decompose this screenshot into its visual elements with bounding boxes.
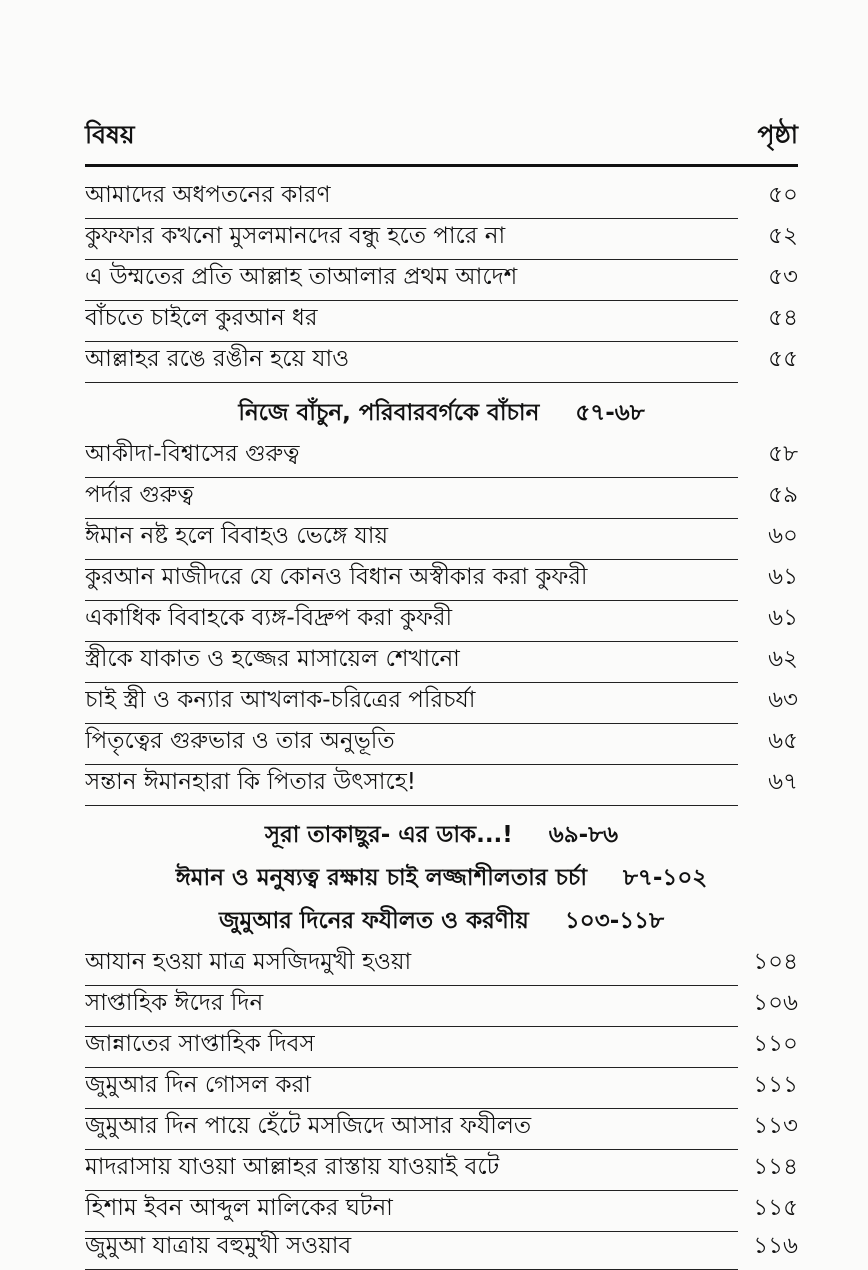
toc-entry bbox=[85, 218, 798, 258]
section-heading bbox=[85, 393, 798, 433]
toc-entry bbox=[85, 1149, 798, 1189]
toc-entry bbox=[85, 1228, 798, 1268]
toc-entry-title: কুরআন মাজীদরে যে কোনও বিধান অস্বীকার করা কুফরী bbox=[85, 558, 738, 601]
toc-entry-title: সন্তান ঈমানহারা কি পিতার উৎসাহে! bbox=[85, 763, 738, 806]
toc-header bbox=[85, 120, 798, 167]
toc-entry-title: বাঁচতে চাইলে কুরআন ধর bbox=[85, 299, 738, 342]
toc-entry-page: ৬০ bbox=[768, 523, 798, 549]
toc-entry-title: আকীদা-বিশ্বাসের গুরুত্ব bbox=[85, 435, 738, 478]
toc-entry-page: ৫০ bbox=[768, 182, 798, 208]
toc-entry bbox=[85, 1190, 798, 1230]
section-title: ঈমান ও মনুষ্যত্ব রক্ষায় চাই লজ্জাশীলতার চর্চা bbox=[175, 865, 587, 891]
toc-entry-title: কুফফার কখনো মুসলমানদের বন্ধু হতে পারে না bbox=[85, 217, 738, 260]
section-heading bbox=[85, 815, 798, 855]
toc-entry-title: ঈমান নষ্ট হলে বিবাহও ভেঙ্গে যায় bbox=[85, 517, 738, 560]
section-page-range: ১০৩-১১৮ bbox=[564, 908, 665, 934]
toc-entry-title: একাধিক বিবাহকে ব্যঙ্গ-বিদ্রুপ করা কুফরী bbox=[85, 599, 738, 642]
section-page-range: ৬৯-৮৬ bbox=[548, 822, 619, 848]
toc-entry-title: আমাদের অধপতনের কারণ bbox=[85, 176, 738, 219]
toc-entry-page: ৫৪ bbox=[768, 305, 798, 331]
toc-entry-title: এ উম্মতের প্রতি আল্লাহ তাআলার প্রথম আদেশ bbox=[85, 258, 738, 301]
toc-entry bbox=[85, 1108, 798, 1148]
toc-entry-page: ৬১ bbox=[768, 564, 798, 590]
toc-entry-page: ৫৩ bbox=[768, 264, 798, 290]
page-column-label: পৃষ্ঠা bbox=[757, 120, 798, 149]
section-title: সূরা তাকাছুর- এর ডাক...! bbox=[264, 822, 513, 848]
toc-entry-title: পর্দার গুরুত্ব bbox=[85, 476, 738, 519]
toc-entry-page: ১১৪ bbox=[753, 1154, 798, 1180]
section-page-range: ৫৭-৬৮ bbox=[575, 400, 645, 426]
toc-entry-page: ১১৫ bbox=[753, 1195, 798, 1221]
toc-entry-title: স্ত্রীকে যাকাত ও হজ্জের মাসায়েল শেখানো bbox=[85, 640, 738, 683]
toc-entry-title: মাদরাসায় যাওয়া আল্লাহর রাস্তায় যাওয়াই বটে bbox=[85, 1148, 738, 1191]
toc-entry bbox=[85, 944, 798, 984]
toc-entry bbox=[85, 341, 798, 381]
section-title: নিজে বাঁচুন, পরিবারবর্গকে বাঁচান bbox=[238, 400, 540, 426]
toc-entry bbox=[85, 559, 798, 599]
toc-entry bbox=[85, 518, 798, 558]
toc-entry-page: ১১০ bbox=[753, 1031, 798, 1057]
toc-entry-page: ৫২ bbox=[768, 223, 798, 249]
toc-entry-title: চাই স্ত্রী ও কন্যার আখলাক-চরিত্রের পরিচর্যা bbox=[85, 681, 738, 724]
toc-entry-page: ১১৬ bbox=[753, 1233, 798, 1259]
toc-entry-title: জুমুআ যাত্রায় বহুমুখী সওয়াব bbox=[85, 1227, 738, 1270]
toc-entry bbox=[85, 985, 798, 1025]
toc-entry-title: হিশাম ইবন আব্দুল মালিকের ঘটনা bbox=[85, 1189, 738, 1232]
toc-entry-page: ৫৫ bbox=[768, 346, 798, 372]
toc-entry-title: জুমুআর দিন গোসল করা bbox=[85, 1066, 738, 1109]
toc-entry bbox=[85, 259, 798, 299]
toc-entry bbox=[85, 641, 798, 681]
toc-entry-title: সাপ্তাহিক ঈদের দিন bbox=[85, 984, 738, 1027]
toc-entry-page: ৫৯ bbox=[768, 482, 798, 508]
toc-entry-title: জুমুআর দিন পায়ে হেঁটে মসজিদে আসার ফযীলত bbox=[85, 1107, 738, 1150]
toc-entry bbox=[85, 600, 798, 640]
toc-entry-page: ১০৬ bbox=[753, 990, 798, 1016]
toc-entry-page: ১০৪ bbox=[753, 949, 798, 975]
toc-entry bbox=[85, 436, 798, 476]
toc-entry-title: আল্লাহর রঙে রঙীন হয়ে যাও bbox=[85, 340, 738, 383]
toc-entry-title: পিতৃত্বের গুরুভার ও তার অনুভূতি bbox=[85, 722, 738, 765]
toc-entry bbox=[85, 764, 798, 804]
toc-entry-title: আযান হওয়া মাত্র মসজিদমুখী হওয়া bbox=[85, 943, 738, 986]
toc-entry-page: ৬১ bbox=[768, 605, 798, 631]
toc-entry-page: ১১৩ bbox=[753, 1113, 798, 1139]
toc-entry bbox=[85, 723, 798, 763]
section-heading bbox=[85, 901, 798, 941]
toc-entry-page: ৬৭ bbox=[768, 769, 798, 795]
toc-entry bbox=[85, 477, 798, 517]
toc-entry bbox=[85, 1026, 798, 1066]
toc-entry-page: ৫৮ bbox=[768, 441, 798, 467]
toc-entry bbox=[85, 177, 798, 217]
section-heading bbox=[85, 858, 798, 898]
toc-entry bbox=[85, 1067, 798, 1107]
subject-column-label: বিষয় bbox=[85, 120, 135, 149]
section-title: জুমুআর দিনের ফযীলত ও করণীয় bbox=[218, 908, 529, 934]
toc-entry bbox=[85, 682, 798, 722]
toc-entry-page: ৬৫ bbox=[768, 728, 798, 754]
toc-entry-page: ৬৩ bbox=[768, 687, 798, 713]
section-page-range: ৮৭-১০২ bbox=[623, 865, 708, 891]
toc-entry-page: ৬২ bbox=[768, 646, 798, 672]
toc-entry-page: ১১১ bbox=[753, 1072, 798, 1098]
toc-entry bbox=[85, 300, 798, 340]
toc-entry-title: জান্নাতের সাপ্তাহিক দিবস bbox=[85, 1025, 738, 1068]
